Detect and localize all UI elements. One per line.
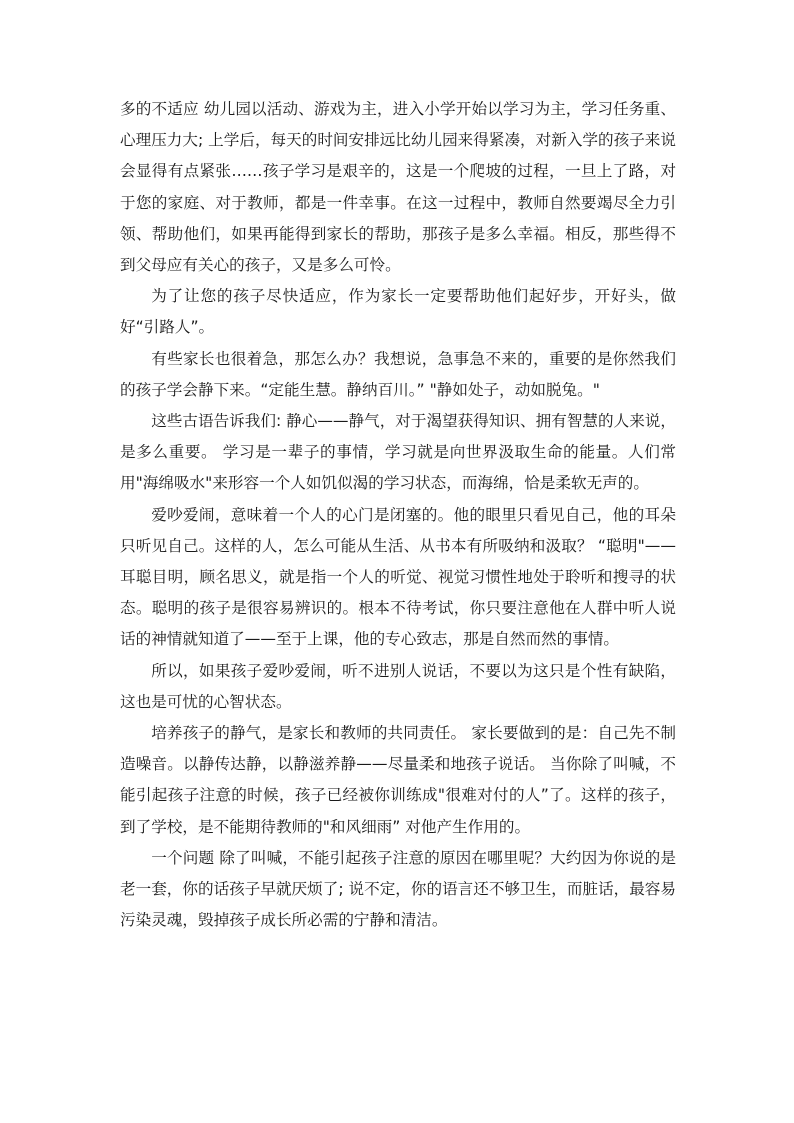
- paragraph-6: 所以，如果孩子爱吵爱闹，听不进别人说话，不要以为这只是个性有缺陷，这也是可忧的心智状态。: [120, 661, 676, 711]
- paragraph-4: 这些古语告诉我们: 静心——静气，对于渴望获得知识、拥有智慧的人来说，是多么重要。 学习是一辈子的事情，学习就是向世界汲取生命的能量。人们常用"海绵吸水"来形容一个人如饥似渴的学习状态，而海绵，恰是柔软无声的。: [120, 412, 676, 493]
- paragraph-2: 为了让您的孩子尽快适应，作为家长一定要帮助他们起好步，开好头，做好“引路人”。: [120, 287, 676, 337]
- paragraph-1: 多的不适应 幼儿园以活动、游戏为主，进入小学开始以学习为主，学习任务重、心理压力大; 上学后，每天的时间安排远比幼儿园来得紧凑，对新入学的孩子来说会显得有点紧张……孩子学习是艰辛的，这是一个爬坡的过程，一旦上了路，对于您的家庭、对于教师，都是一件幸事。在这一过程中，教师自然要竭尽全力引领、帮助他们，如果再能得到家长的帮助，那孩子是多么幸福。相反，那些得不到父母应有关心的孩子，又是多么可怜。: [120, 100, 676, 275]
- document-body: [120, 94, 676, 936]
- paragraph-7: 培养孩子的静气，是家长和教师的共同责任。 家长要做到的是：自己先不制造噪音。以静传达静，以静滋养静——尽量柔和地孩子说话。 当你除了叫喊，不能引起孩子注意的时候，孩子已经被你训练成"很难对付的人”了。这样的孩子，到了学校，是不能期待教师的"和风细雨” 对他产生作用的。: [120, 724, 676, 836]
- paragraph-5: 爱吵爱闹，意味着一个人的心门是闭塞的。他的眼里只看见自己，他的耳朵只听见自己。这样的人，怎么可能从生活、从书本有所吸纳和汲取？ “聪明"——耳聪目明，顾名思义，就是指一个人的听觉、视觉习惯性地处于聆听和搜寻的状态。聪明的孩子是很容易辨识的。根本不待考试，你只要注意他在人群中听人说话的神情就知道了——至于上课，他的专心致志，那是自然而然的事情。: [120, 505, 676, 649]
- paragraph-8: 一个问题 除了叫喊，不能引起孩子注意的原因在哪里呢？大约因为你说的是老一套，你的话孩子早就厌烦了; 说不定，你的语言还不够卫生，而脏话，最容易污染灵魂，毁掉孩子成长所必需的宁静和清洁。: [120, 848, 676, 930]
- paragraph-3: 有些家长也很着急，那怎么办？我想说，急事急不来的，重要的是你然我们的孩子学会静下来。“定能生慧。静纳百川。” "静如处子，动如脱兔。": [120, 349, 676, 399]
